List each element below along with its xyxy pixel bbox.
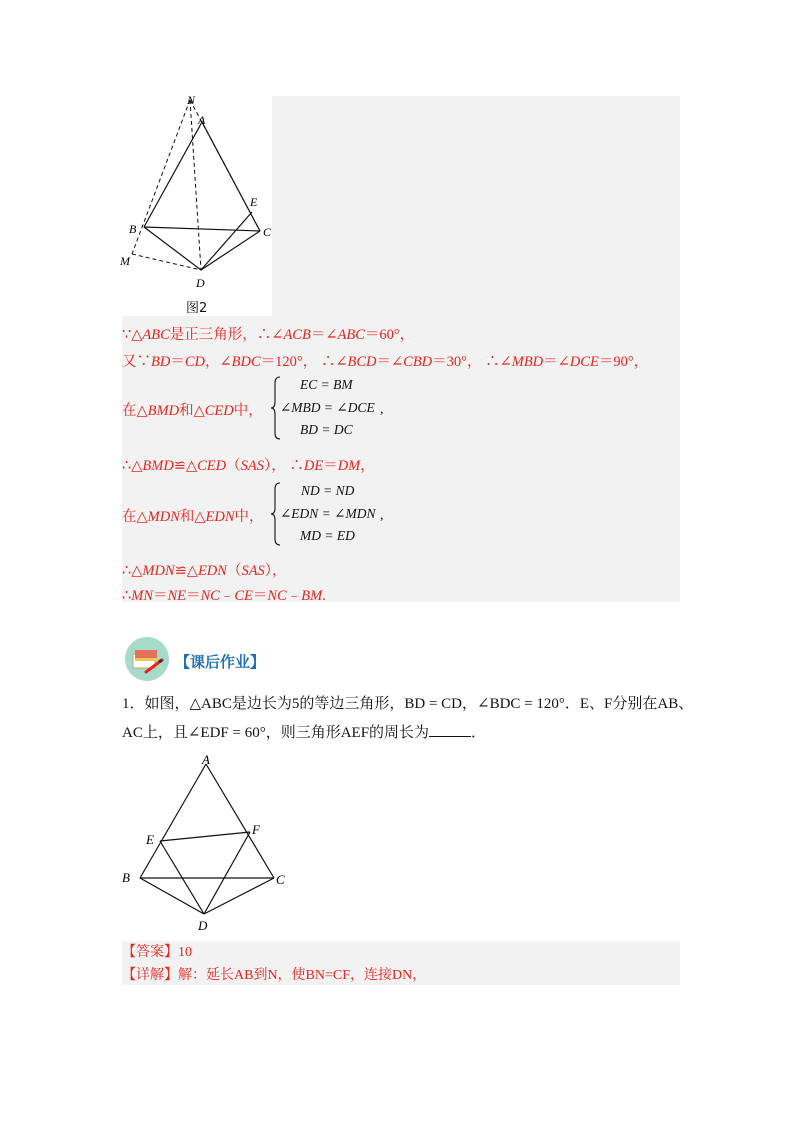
detail-label: 【详解】 (122, 968, 178, 983)
solution-line-2: 又∵BD＝CD，∠BDC＝120°， ∴∠BCD＝∠CBD＝30°， ∴∠MBD＝∠DCE＝90°， (122, 354, 649, 370)
figure2-caption: 图2 (186, 301, 208, 316)
segment-AB (140, 764, 206, 878)
label-D: D (196, 276, 205, 290)
system2-comma: , (380, 508, 384, 523)
solution-line-5: 在△MDN和△EDN中， (122, 509, 264, 525)
question1-line2: AC上，且∠EDF = 60°，则三角形AEF的周长为 ． (122, 722, 486, 743)
system2-eq2: ∠EDN = ∠MDN (280, 506, 376, 521)
label-M: M (120, 254, 130, 268)
solution-line-1: ∵△ABC是正三角形，∴∠ACB＝∠ABC＝60°， (122, 327, 415, 343)
system1-eq2: ∠MBD = ∠DCE (280, 400, 375, 415)
segment-AB (144, 122, 202, 227)
label-D: D (198, 918, 208, 933)
label-C: C (276, 872, 285, 887)
system1-eq3: BD = DC (300, 422, 353, 437)
system2-eq3: MD = ED (300, 528, 355, 543)
book-pencil-icon (124, 636, 170, 682)
answer-line (122, 944, 192, 962)
question1-line1: 1．如图，△ABC是边长为5的等边三角形，BD = CD，∠BDC = 120°．E、F分别在AB、 (122, 696, 694, 712)
answer-value: 10 (178, 945, 192, 960)
label-F: F (252, 822, 260, 837)
question1-diagram (118, 752, 298, 937)
system2-eq1: ND = ND (301, 483, 355, 498)
equation-system-1 (270, 375, 410, 441)
system1-eq1: EC = BM (300, 377, 353, 392)
label-A: A (198, 113, 206, 127)
segment-BC (144, 227, 260, 231)
label-A: A (202, 752, 210, 767)
answer-label: 【答案】 (122, 945, 178, 960)
segment-BD (144, 227, 201, 270)
system1-comma: , (380, 402, 384, 417)
solution-line-3: 在△BMD和△CED中， (122, 403, 263, 419)
label-B: B (129, 222, 137, 236)
segment-BD (140, 878, 204, 914)
section-title-homework: 【课后作业】 (175, 653, 266, 671)
label-E: E (146, 832, 154, 847)
label-N: N (187, 93, 196, 107)
label-C: C (263, 225, 272, 239)
segment-AC (206, 764, 274, 878)
equation-system-2 (270, 481, 410, 547)
segment-NM (132, 100, 190, 254)
segment-EF (160, 832, 250, 841)
answer-blank (429, 722, 471, 737)
solution-line-6: ∴△MDN≌△EDN（SAS）， (122, 563, 287, 579)
label-E: E (250, 195, 258, 209)
label-B: B (122, 870, 130, 885)
solution-line-4: ∴△BMD≌△CED（SAS）， ∴DE＝DM， (122, 458, 375, 474)
detail-line (122, 967, 426, 985)
detail-text: 解：延长AB到N，使BN=CF，连接DN， (178, 968, 427, 983)
solution-line-7: ∴MN＝NE＝NC﹣CE＝NC﹣BM. (122, 588, 326, 604)
figure2-diagram (112, 90, 277, 320)
